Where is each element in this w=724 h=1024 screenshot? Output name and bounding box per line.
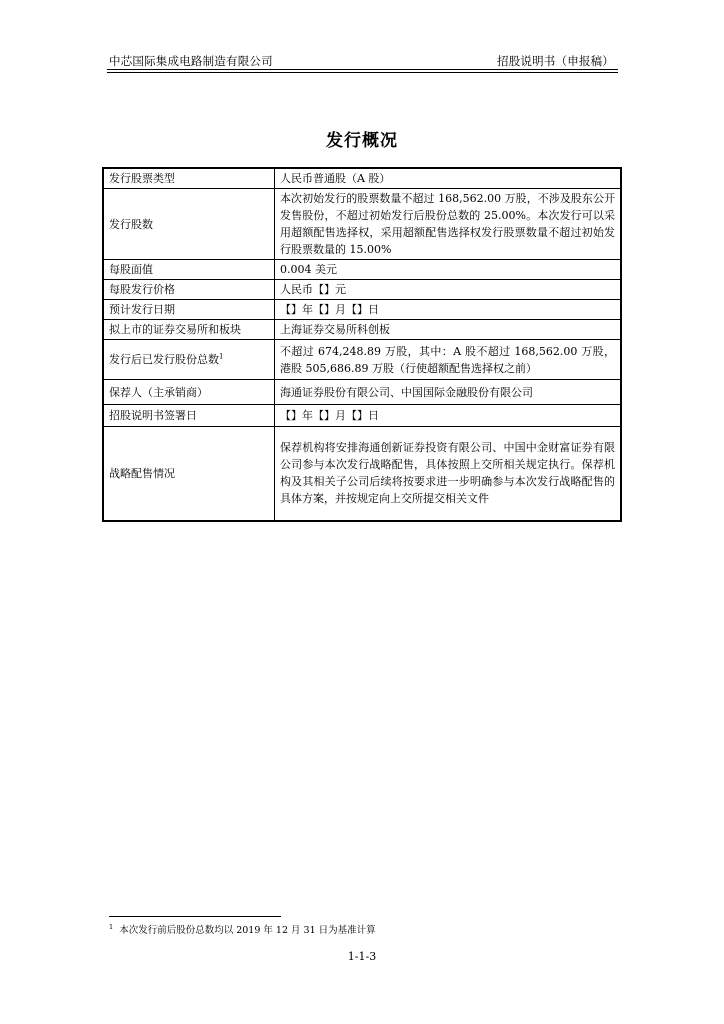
row-label: 战略配售情况 bbox=[103, 427, 274, 521]
row-value: 不超过 674,248.89 万股，其中：A 股不超过 168,562.00 万股，港股 505,686.89 万股（行使超额配售选择权之前） bbox=[274, 340, 621, 380]
row-label: 每股面值 bbox=[103, 260, 274, 280]
header-rule bbox=[107, 69, 618, 70]
table-row bbox=[103, 300, 621, 320]
footnote-number: 1 bbox=[109, 922, 114, 931]
row-value: 本次初始发行的股票数量不超过 168,562.00 万股，不涉及股东公开发售股份，不超过初始发行后股份总数的 25.00%。本次发行可以采用超额配售选择权，采用超额配售选择权发行股票数量不超过初始发行股票数量的 15.00% bbox=[274, 189, 621, 260]
header-rule-secondary bbox=[107, 72, 618, 73]
row-value: 海通证券股份有限公司、中国国际金融股份有限公司 bbox=[274, 380, 621, 405]
page-number: 1-1-3 bbox=[347, 950, 377, 963]
table-row bbox=[103, 380, 621, 405]
table-row bbox=[103, 189, 621, 260]
row-value: 保荐机构将安排海通创新证券投资有限公司、中国中金财富证券有限公司参与本次发行战略配售，具体按照上交所相关规定执行。保荐机构及其相关子公司后续将按要求进一步明确参与本次发行战略配售的具体方案，并按规定向上交所提交相关文件 bbox=[274, 427, 621, 521]
row-value: 人民币普通股（A 股） bbox=[274, 168, 621, 189]
table-row bbox=[103, 168, 621, 189]
footnote-text: 本次发行前后股份总数均以 2019 年 12 月 31 日为基准计算 bbox=[119, 925, 376, 936]
row-label: 预计发行日期 bbox=[103, 300, 274, 320]
row-value: 0.004 美元 bbox=[274, 260, 621, 280]
row-label: 保荐人（主承销商） bbox=[103, 380, 274, 405]
row-label: 发行股数 bbox=[103, 189, 274, 260]
page-title: 发行概况 bbox=[326, 131, 398, 151]
header-company: 中芯国际集成电路制造有限公司 bbox=[109, 54, 273, 68]
row-label: 招股说明书签署日 bbox=[103, 405, 274, 427]
table-row bbox=[103, 280, 621, 300]
row-value: 人民币【】元 bbox=[274, 280, 621, 300]
row-value: 【】年【】月【】日 bbox=[274, 405, 621, 427]
row-value: 【】年【】月【】日 bbox=[274, 300, 621, 320]
footnote-marker: 1 bbox=[219, 352, 224, 361]
table-row bbox=[103, 260, 621, 280]
table-row bbox=[103, 405, 621, 427]
row-value: 上海证券交易所科创板 bbox=[274, 320, 621, 340]
footnote bbox=[109, 922, 376, 936]
table-row bbox=[103, 340, 621, 380]
row-label bbox=[103, 340, 274, 380]
row-label: 拟上市的证券交易所和板块 bbox=[103, 320, 274, 340]
row-label: 发行股票类型 bbox=[103, 168, 274, 189]
footnote-rule bbox=[109, 916, 281, 917]
header-document-type: 招股说明书（申报稿） bbox=[497, 54, 614, 68]
row-label: 每股发行价格 bbox=[103, 280, 274, 300]
offering-overview-table bbox=[102, 167, 622, 522]
table-row bbox=[103, 320, 621, 340]
table-row bbox=[103, 427, 621, 521]
row-label-text: 发行后已发行股份总数 bbox=[109, 353, 219, 366]
